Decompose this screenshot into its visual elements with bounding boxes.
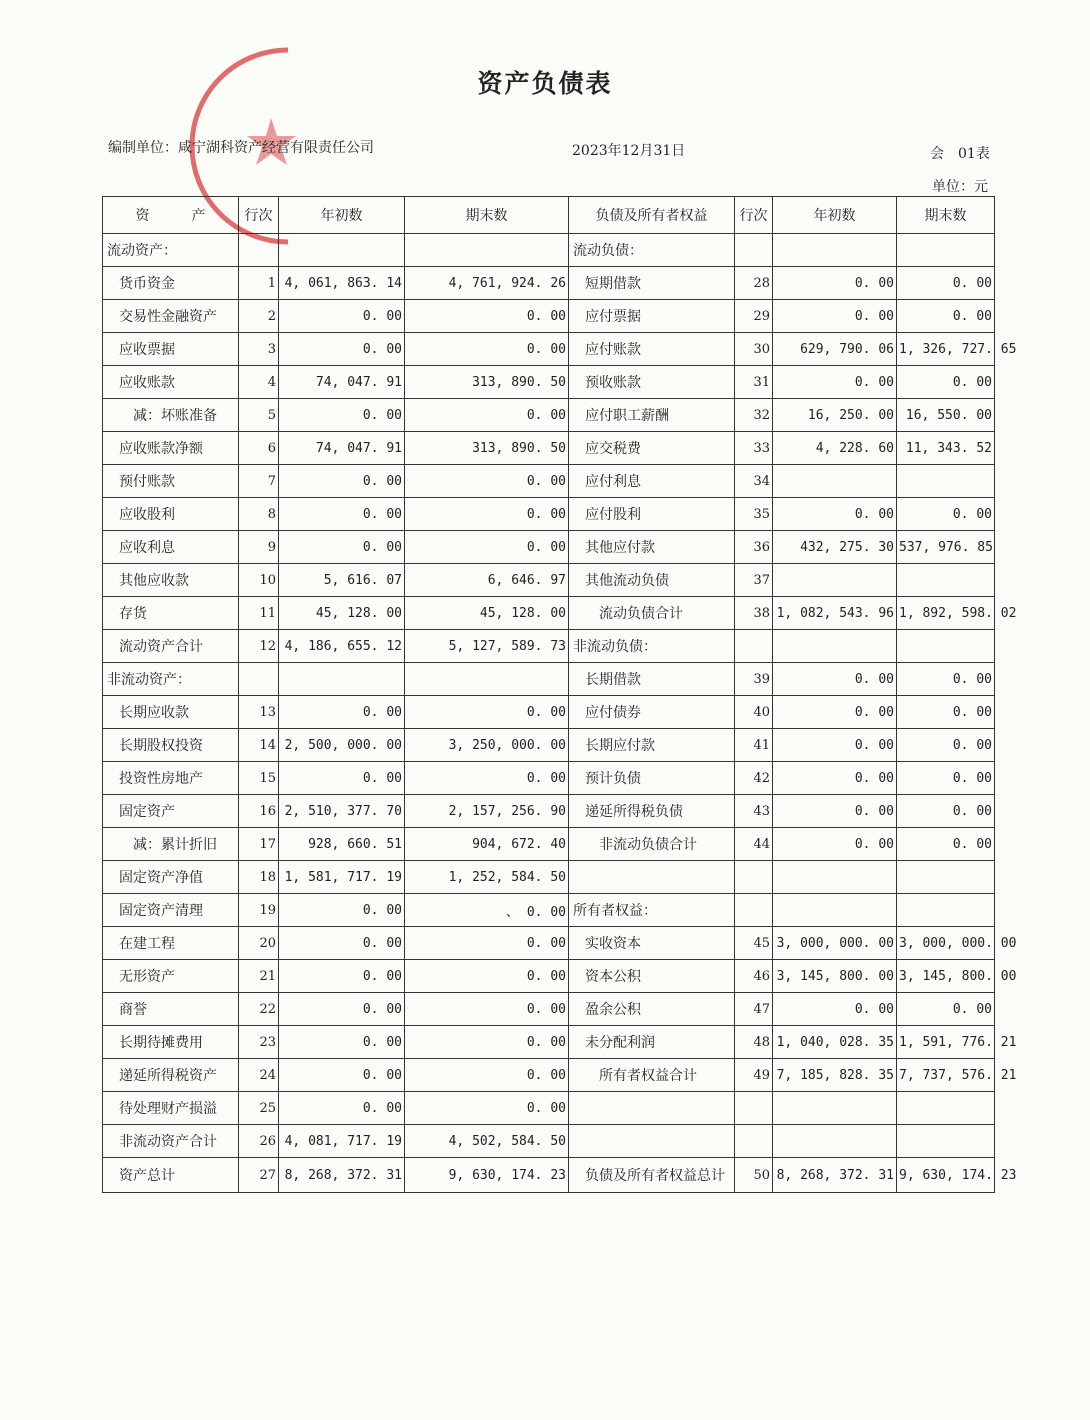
liability-end-value: 0. 00 [897, 762, 995, 795]
asset-name: 减：累计折旧 [103, 828, 239, 861]
liability-end-value [897, 1125, 995, 1158]
liability-line-no [735, 234, 773, 267]
table-row [103, 1059, 995, 1092]
liability-line-no: 33 [735, 432, 773, 465]
liability-begin-value [773, 1092, 897, 1125]
asset-end-value: 9, 630, 174. 23 [405, 1158, 569, 1193]
table-row [103, 1158, 995, 1193]
asset-end-value: 0. 00 [405, 762, 569, 795]
asset-line-no: 8 [239, 498, 279, 531]
liability-end-value: 1, 326, 727. 65 [897, 333, 995, 366]
asset-name: 非流动资产合计 [103, 1125, 239, 1158]
table-row [103, 696, 995, 729]
asset-line-no: 18 [239, 861, 279, 894]
asset-begin-value: 4, 186, 655. 12 [279, 630, 405, 663]
liability-name: 非流动负债合计 [569, 828, 735, 861]
asset-end-value: 0. 00 [405, 927, 569, 960]
liability-begin-value: 0. 00 [773, 300, 897, 333]
liability-end-value: 3, 000, 000. 00 [897, 927, 995, 960]
asset-name: 流动资产： [103, 234, 239, 267]
col-liability: 负债及所有者权益 [569, 197, 735, 234]
liability-line-no: 40 [735, 696, 773, 729]
asset-line-no: 21 [239, 960, 279, 993]
liability-name [569, 1125, 735, 1158]
asset-line-no: 20 [239, 927, 279, 960]
liability-begin-value: 432, 275. 30 [773, 531, 897, 564]
asset-begin-value [279, 234, 405, 267]
asset-line-no: 7 [239, 465, 279, 498]
liability-end-value: 1, 892, 598. 02 [897, 597, 995, 630]
liability-begin-value [773, 894, 897, 927]
asset-begin-value: 0. 00 [279, 1059, 405, 1092]
asset-name: 货币资金 [103, 267, 239, 300]
liability-line-no: 50 [735, 1158, 773, 1193]
asset-begin-value: 1, 581, 717. 19 [279, 861, 405, 894]
table-row [103, 432, 995, 465]
liability-begin-value: 16, 250. 00 [773, 399, 897, 432]
asset-line-no: 23 [239, 1026, 279, 1059]
asset-name: 应收账款 [103, 366, 239, 399]
asset-begin-value: 0. 00 [279, 696, 405, 729]
col-end-2: 期末数 [897, 197, 995, 234]
table-row [103, 630, 995, 663]
unit-label: 编制单位： [108, 140, 178, 156]
table-row [103, 498, 995, 531]
liability-name: 负债及所有者权益总计 [569, 1158, 735, 1193]
liability-begin-value: 0. 00 [773, 663, 897, 696]
liability-name: 应付票据 [569, 300, 735, 333]
liability-end-value: 3, 145, 800. 00 [897, 960, 995, 993]
col-line-2: 行次 [735, 197, 773, 234]
asset-end-value: 1, 252, 584. 50 [405, 861, 569, 894]
liability-begin-value: 0. 00 [773, 366, 897, 399]
asset-end-value: 0. 00 [405, 960, 569, 993]
liability-name: 所有者权益： [569, 894, 735, 927]
liability-end-value: 0. 00 [897, 267, 995, 300]
liability-end-value: 0. 00 [897, 828, 995, 861]
asset-line-no: 11 [239, 597, 279, 630]
liability-name: 实收资本 [569, 927, 735, 960]
asset-name: 应收票据 [103, 333, 239, 366]
asset-line-no: 16 [239, 795, 279, 828]
report-date: 2023年12月31日 [572, 143, 686, 159]
table-row [103, 597, 995, 630]
liability-name: 流动负债合计 [569, 597, 735, 630]
liability-name: 盈余公积 [569, 993, 735, 1026]
liability-line-no [735, 861, 773, 894]
liability-end-value: 0. 00 [897, 795, 995, 828]
asset-line-no: 12 [239, 630, 279, 663]
liability-end-value: 16, 550. 00 [897, 399, 995, 432]
liability-line-no: 31 [735, 366, 773, 399]
liability-name: 预收账款 [569, 366, 735, 399]
asset-line-no: 27 [239, 1158, 279, 1193]
asset-name: 其他应收款 [103, 564, 239, 597]
asset-begin-value: 74, 047. 91 [279, 432, 405, 465]
col-asset: 资 产 [103, 197, 239, 234]
asset-begin-value [279, 663, 405, 696]
asset-end-value: 4, 502, 584. 50 [405, 1125, 569, 1158]
asset-end-value: 45, 128. 00 [405, 597, 569, 630]
liability-name: 长期借款 [569, 663, 735, 696]
asset-begin-value: 0. 00 [279, 927, 405, 960]
liability-line-no: 43 [735, 795, 773, 828]
asset-begin-value: 0. 00 [279, 333, 405, 366]
liability-begin-value: 0. 00 [773, 498, 897, 531]
liability-end-value [897, 894, 995, 927]
liability-begin-value [773, 465, 897, 498]
asset-name: 流动资产合计 [103, 630, 239, 663]
liability-line-no: 36 [735, 531, 773, 564]
liability-end-value: 537, 976. 85 [897, 531, 995, 564]
liability-name: 应付股利 [569, 498, 735, 531]
asset-line-no: 24 [239, 1059, 279, 1092]
liability-end-value [897, 861, 995, 894]
asset-name: 无形资产 [103, 960, 239, 993]
table-row [103, 333, 995, 366]
liability-begin-value: 0. 00 [773, 993, 897, 1026]
asset-line-no: 5 [239, 399, 279, 432]
liability-begin-value [773, 564, 897, 597]
form-number: 会 01表 [930, 146, 990, 162]
liability-line-no [735, 1092, 773, 1125]
asset-line-no: 14 [239, 729, 279, 762]
asset-line-no: 15 [239, 762, 279, 795]
liability-line-no: 48 [735, 1026, 773, 1059]
report-title: 资产负债表 [477, 69, 613, 98]
table-row [103, 894, 995, 927]
table-row [103, 960, 995, 993]
table-row [103, 531, 995, 564]
table-row [103, 861, 995, 894]
table-row [103, 366, 995, 399]
liability-name: 应付账款 [569, 333, 735, 366]
asset-name: 投资性房地产 [103, 762, 239, 795]
asset-begin-value: 0. 00 [279, 894, 405, 927]
asset-begin-value: 0. 00 [279, 960, 405, 993]
table-row [103, 927, 995, 960]
asset-end-value: 0. 00 [405, 531, 569, 564]
asset-end-value: 0. 00 [405, 399, 569, 432]
liability-line-no: 34 [735, 465, 773, 498]
liability-begin-value: 7, 185, 828. 35 [773, 1059, 897, 1092]
liability-line-no: 30 [735, 333, 773, 366]
asset-name: 长期待摊费用 [103, 1026, 239, 1059]
liability-line-no: 39 [735, 663, 773, 696]
asset-begin-value: 0. 00 [279, 300, 405, 333]
liability-end-value: 9, 630, 174. 23 [897, 1158, 995, 1193]
liability-name: 资本公积 [569, 960, 735, 993]
asset-name: 资产总计 [103, 1158, 239, 1193]
liability-name: 应付职工薪酬 [569, 399, 735, 432]
table-row [103, 828, 995, 861]
asset-line-no: 6 [239, 432, 279, 465]
asset-name: 递延所得税资产 [103, 1059, 239, 1092]
liability-name: 应付利息 [569, 465, 735, 498]
table-row [103, 267, 995, 300]
liability-end-value: 11, 343. 52 [897, 432, 995, 465]
liability-line-no: 45 [735, 927, 773, 960]
liability-end-value [897, 234, 995, 267]
asset-end-value: 0. 00 [405, 696, 569, 729]
liability-end-value [897, 564, 995, 597]
asset-end-value: 0. 00 [405, 300, 569, 333]
table-row [103, 234, 995, 267]
asset-begin-value: 0. 00 [279, 531, 405, 564]
table-row [103, 564, 995, 597]
liability-begin-value: 0. 00 [773, 696, 897, 729]
liability-begin-value [773, 234, 897, 267]
asset-end-value: 0. 00 [405, 1059, 569, 1092]
liability-end-value: 0. 00 [897, 300, 995, 333]
asset-end-value [405, 663, 569, 696]
asset-line-no: 1 [239, 267, 279, 300]
asset-name: 固定资产 [103, 795, 239, 828]
asset-name: 固定资产净值 [103, 861, 239, 894]
asset-line-no: 17 [239, 828, 279, 861]
asset-end-value: 2, 157, 256. 90 [405, 795, 569, 828]
asset-line-no: 4 [239, 366, 279, 399]
balance-sheet-table [102, 196, 1017, 1193]
asset-name: 应收利息 [103, 531, 239, 564]
asset-end-value: 、 0. 00 [405, 894, 569, 927]
liability-line-no: 47 [735, 993, 773, 1026]
asset-begin-value: 4, 081, 717. 19 [279, 1125, 405, 1158]
asset-begin-value: 2, 500, 000. 00 [279, 729, 405, 762]
asset-end-value [405, 234, 569, 267]
liability-name: 应付债券 [569, 696, 735, 729]
asset-begin-value: 0. 00 [279, 498, 405, 531]
liability-name: 所有者权益合计 [569, 1059, 735, 1092]
liability-begin-value [773, 630, 897, 663]
table-row [103, 1125, 995, 1158]
asset-begin-value: 45, 128. 00 [279, 597, 405, 630]
asset-end-value: 0. 00 [405, 333, 569, 366]
col-begin-2: 年初数 [773, 197, 897, 234]
table-row [103, 663, 995, 696]
table-row [103, 1092, 995, 1125]
liability-end-value [897, 630, 995, 663]
liability-begin-value: 0. 00 [773, 828, 897, 861]
asset-name: 商誉 [103, 993, 239, 1026]
asset-name: 存货 [103, 597, 239, 630]
asset-end-value: 0. 00 [405, 993, 569, 1026]
liability-name: 长期应付款 [569, 729, 735, 762]
liability-line-no [735, 1125, 773, 1158]
asset-end-value: 3, 250, 000. 00 [405, 729, 569, 762]
asset-name: 待处理财产损溢 [103, 1092, 239, 1125]
asset-begin-value: 2, 510, 377. 70 [279, 795, 405, 828]
asset-begin-value: 0. 00 [279, 993, 405, 1026]
asset-name: 应收账款净额 [103, 432, 239, 465]
asset-line-no: 25 [239, 1092, 279, 1125]
table-row [103, 300, 995, 333]
asset-begin-value: 5, 616. 07 [279, 564, 405, 597]
liability-begin-value: 4, 228. 60 [773, 432, 897, 465]
liability-line-no: 42 [735, 762, 773, 795]
asset-end-value: 6, 646. 97 [405, 564, 569, 597]
liability-end-value: 0. 00 [897, 993, 995, 1026]
liability-end-value: 0. 00 [897, 663, 995, 696]
liability-begin-value [773, 861, 897, 894]
liability-line-no [735, 894, 773, 927]
liability-name: 流动负债： [569, 234, 735, 267]
asset-name: 固定资产清理 [103, 894, 239, 927]
table-row [103, 465, 995, 498]
liability-name [569, 1092, 735, 1125]
liability-end-value: 0. 00 [897, 729, 995, 762]
liability-name: 应交税费 [569, 432, 735, 465]
liability-begin-value: 3, 145, 800. 00 [773, 960, 897, 993]
liability-end-value [897, 465, 995, 498]
liability-begin-value: 0. 00 [773, 795, 897, 828]
asset-end-value: 313, 890. 50 [405, 432, 569, 465]
liability-name: 未分配利润 [569, 1026, 735, 1059]
asset-line-no [239, 663, 279, 696]
asset-line-no: 19 [239, 894, 279, 927]
asset-begin-value: 0. 00 [279, 1092, 405, 1125]
asset-end-value: 0. 00 [405, 465, 569, 498]
liability-begin-value: 1, 040, 028. 35 [773, 1026, 897, 1059]
asset-line-no: 3 [239, 333, 279, 366]
asset-end-value: 0. 00 [405, 1092, 569, 1125]
table-row [103, 1026, 995, 1059]
company-name: 咸宁湖科资产经营有限责任公司 [178, 140, 374, 156]
asset-begin-value: 74, 047. 91 [279, 366, 405, 399]
asset-end-value: 313, 890. 50 [405, 366, 569, 399]
table-header-row [103, 197, 995, 234]
liability-end-value [897, 1092, 995, 1125]
asset-begin-value: 8, 268, 372. 31 [279, 1158, 405, 1193]
liability-end-value: 7, 737, 576. 21 [897, 1059, 995, 1092]
currency-unit: 单位：元 [932, 179, 988, 195]
liability-end-value: 0. 00 [897, 366, 995, 399]
asset-line-no: 9 [239, 531, 279, 564]
liability-begin-value: 8, 268, 372. 31 [773, 1158, 897, 1193]
asset-line-no: 10 [239, 564, 279, 597]
liability-name: 预计负债 [569, 762, 735, 795]
liability-end-value: 0. 00 [897, 498, 995, 531]
liability-name: 短期借款 [569, 267, 735, 300]
asset-begin-value: 0. 00 [279, 762, 405, 795]
liability-begin-value: 0. 00 [773, 267, 897, 300]
asset-begin-value: 4, 061, 863. 14 [279, 267, 405, 300]
asset-name: 长期应收款 [103, 696, 239, 729]
asset-line-no: 2 [239, 300, 279, 333]
liability-name: 非流动负债： [569, 630, 735, 663]
liability-name: 递延所得税负债 [569, 795, 735, 828]
asset-name: 非流动资产： [103, 663, 239, 696]
liability-begin-value: 1, 082, 543. 96 [773, 597, 897, 630]
asset-end-value: 0. 00 [405, 498, 569, 531]
col-end: 期末数 [405, 197, 569, 234]
asset-begin-value: 928, 660. 51 [279, 828, 405, 861]
liability-line-no: 38 [735, 597, 773, 630]
asset-line-no: 26 [239, 1125, 279, 1158]
asset-name: 在建工程 [103, 927, 239, 960]
unit-line [108, 137, 374, 157]
liability-line-no: 37 [735, 564, 773, 597]
asset-name: 预付账款 [103, 465, 239, 498]
liability-begin-value [773, 1125, 897, 1158]
asset-name: 长期股权投资 [103, 729, 239, 762]
asset-name: 减：坏账准备 [103, 399, 239, 432]
liability-name [569, 861, 735, 894]
table-row [103, 762, 995, 795]
liability-line-no: 29 [735, 300, 773, 333]
asset-line-no: 13 [239, 696, 279, 729]
liability-line-no [735, 630, 773, 663]
asset-begin-value: 0. 00 [279, 399, 405, 432]
asset-line-no: 22 [239, 993, 279, 1026]
liability-begin-value: 3, 000, 000. 00 [773, 927, 897, 960]
asset-name: 交易性金融资产 [103, 300, 239, 333]
liability-end-value: 0. 00 [897, 696, 995, 729]
liability-line-no: 49 [735, 1059, 773, 1092]
asset-begin-value: 0. 00 [279, 465, 405, 498]
liability-line-no: 35 [735, 498, 773, 531]
liability-begin-value: 0. 00 [773, 729, 897, 762]
liability-line-no: 28 [735, 267, 773, 300]
col-line: 行次 [239, 197, 279, 234]
liability-begin-value: 629, 790. 06 [773, 333, 897, 366]
liability-end-value: 1, 591, 776. 21 [897, 1026, 995, 1059]
asset-end-value: 904, 672. 40 [405, 828, 569, 861]
col-begin: 年初数 [279, 197, 405, 234]
table-row [103, 399, 995, 432]
liability-line-no: 32 [735, 399, 773, 432]
liability-begin-value: 0. 00 [773, 762, 897, 795]
liability-name: 其他流动负债 [569, 564, 735, 597]
asset-end-value: 5, 127, 589. 73 [405, 630, 569, 663]
table-row [103, 795, 995, 828]
asset-end-value: 0. 00 [405, 1026, 569, 1059]
liability-line-no: 46 [735, 960, 773, 993]
asset-name: 应收股利 [103, 498, 239, 531]
liability-line-no: 41 [735, 729, 773, 762]
liability-name: 其他应付款 [569, 531, 735, 564]
liability-line-no: 44 [735, 828, 773, 861]
asset-end-value: 4, 761, 924. 26 [405, 267, 569, 300]
asset-begin-value: 0. 00 [279, 1026, 405, 1059]
table-row [103, 729, 995, 762]
table-row [103, 993, 995, 1026]
asset-line-no [239, 234, 279, 267]
